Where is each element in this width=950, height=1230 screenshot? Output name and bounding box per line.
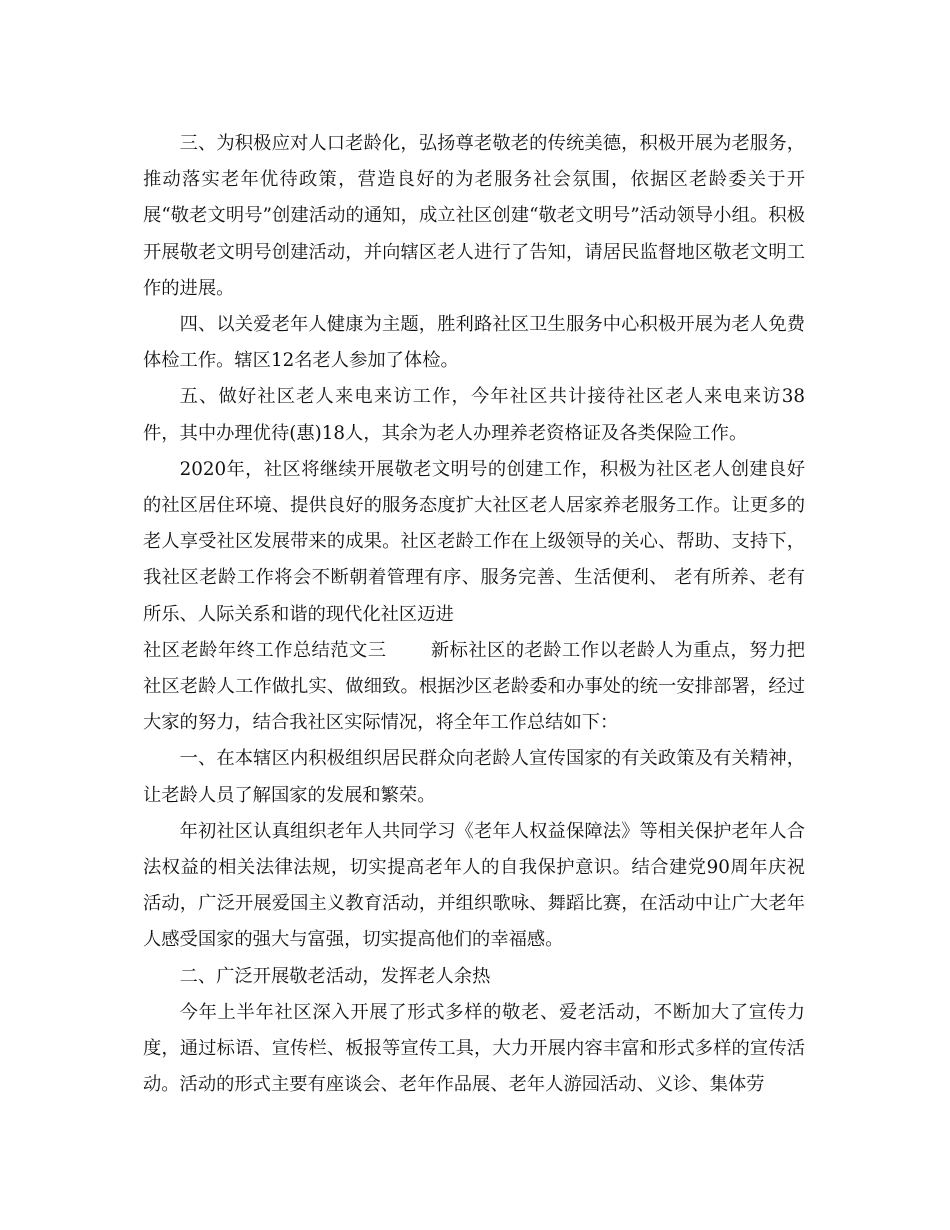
paragraph-respect-activities-heading: 二、广泛开展敬老活动，发挥老人余热 xyxy=(179,965,491,987)
paragraph-calls-and-visits: 五、做好社区老人来电来访工作，今年社区共计接待社区老人来电来访38件，其中办理优待(惠)18人，其余为老人办理养老资格证及各类保险工作。 xyxy=(143,386,805,444)
paragraph-policy-publicity: 一、在本辖区内积极组织居民群众向老龄人宣传国家的有关政策及有关精神，让老龄人员了解国家的发展和繁荣。 xyxy=(143,748,805,806)
paragraph-elderly-civilization: 三、为积极应对人口老龄化，弘扬尊老敬老的传统美德，积极开展为老服务，推动落实老年优待政策，营造良好的为老服务社会氛围，依据区老龄委关于开展“敬老文明号”创建活动的通知，成立社区创建“敬老文明号”活动领导小组。积极开展敬老文明号创建活动，并向辖区老人进行了告知，请居民监督地区敬老文明工作的进展。 xyxy=(143,133,805,299)
paragraph-first-half-activities: 今年上半年社区深入开展了形式多样的敬老、爱老活动，不断加大了宣传力度，通过标语、宣传栏、板报等宣传工具，大力开展内容丰富和形式多样的宣传活动。活动的形式主要有座谈会、老年作品展、老年人游园活动、义诊、集体劳 xyxy=(143,1001,805,1096)
paragraph-free-health-check: 四、以关爱老年人健康为主题，胜利路社区卫生服务中心积极开展为老人免费体检工作。辖区12名老人参加了体检。 xyxy=(143,314,805,372)
paragraph-rights-law-study: 年初社区认真组织老年人共同学习《老年人权益保障法》等相关保护老年人合法权益的相关法律法规，切实提高老年人的自我保护意识。结合建党90周年庆祝活动，广泛开展爱国主义教育活动，并组织歌咏、舞蹈比赛，在活动中让广大老年人感受国家的强大与富强，切实提高他们的幸福感。 xyxy=(143,820,805,951)
section-heading: 社区老龄年终工作总结范文三 xyxy=(143,639,387,661)
section-three-start xyxy=(143,633,805,742)
section-intro: 新标社区的老龄工作以老龄人为重点，努力把社区老龄人工作做扎实、做细致。根据沙区老龄委和办事处的统一安排部署，经过大家的努力，结合我社区实际情况，将全年工作总结如下： xyxy=(143,639,806,734)
paragraph-2020-plan: 2020年，社区将继续开展敬老文明号的创建工作，积极为社区老人创建良好的社区居住环境、提供良好的服务态度扩大社区老人居家养老服务工作。让更多的老人享受社区发展带来的成果。社区老龄工作在上级领导的关心、帮助、支持下，我社区老龄工作将会不断朝着管理有序、服务完善、生活便利、 老有所养、老有所乐、人际关系和谐的现代化社区迈进 xyxy=(143,458,805,625)
